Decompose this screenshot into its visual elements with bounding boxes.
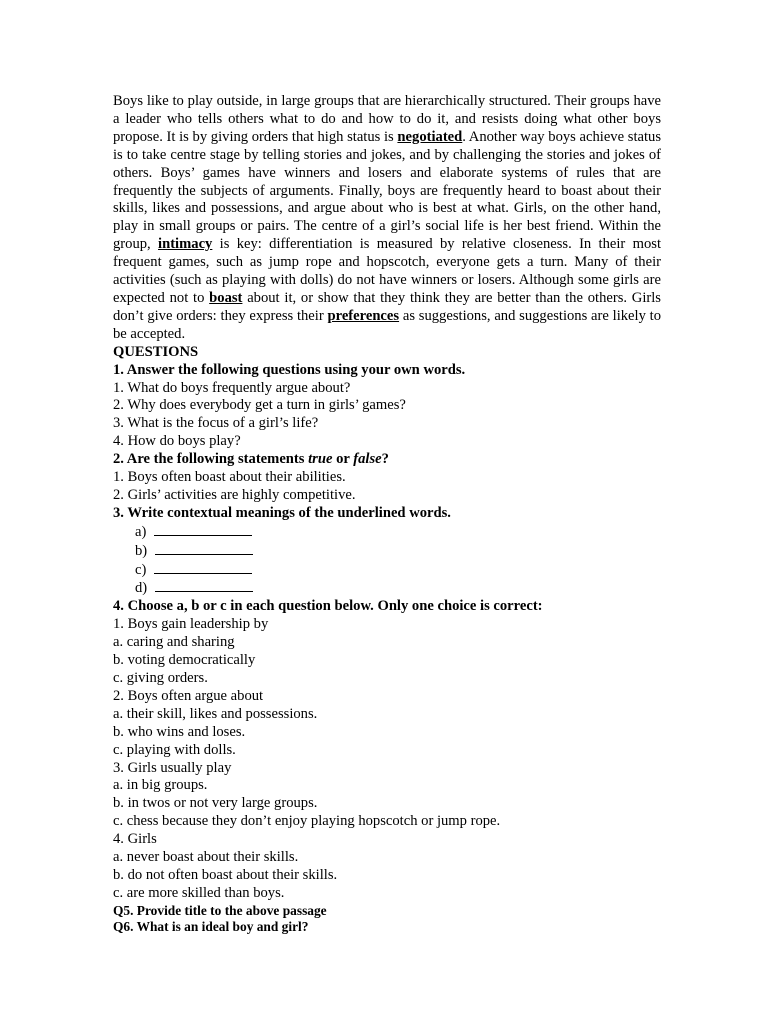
questions-heading: QUESTIONS: [113, 343, 199, 360]
q1-item: 3. What is the focus of a girl’s life?: [113, 415, 319, 432]
q2-heading-text: 2. Are the following statements: [113, 451, 309, 468]
passage-text: about it, or show that they think they are better than the others. Girls don’t give orders: they express their: [113, 289, 661, 324]
q2-or-word: or: [332, 451, 354, 468]
document-page: [113, 93, 661, 936]
passage-text: . Another way boys achieve status is to take centre stage by telling stories and jokes, and by challenging the stories and jokes of others. Boys’ games have winners and losers and elaborate systems of rules that are frequently the subjects of arguments. Finally, boys are frequently heard to boast about their skills, likes and possessions, and argue about who is best at what. Girls, on the other hand, play in small groups or pairs. The centre of a girl’s social life is her best friend. Within the group,: [113, 128, 662, 253]
passage-text: Boys like to play outside, in large groups that are hierarchically structured. Their groups have a leader who tells others what to do and how to do it, and resists doing what other boys propose. It is by giving orders that high status is: [113, 93, 661, 145]
answer-blank[interactable]: [155, 542, 253, 555]
q4-question: 2. Boys often argue about: [113, 687, 264, 704]
q3-blank-row: [135, 542, 661, 561]
q4-option: a. caring and sharing: [113, 634, 235, 651]
underlined-word-negotiated: negotiated: [397, 128, 463, 145]
q2-true-word: true: [308, 451, 333, 468]
q4-option: c. playing with dolls.: [113, 741, 236, 758]
q4-question: 3. Girls usually play: [113, 759, 232, 776]
q4-option: a. never boast about their skills.: [113, 849, 299, 866]
q2-heading-end: ?: [381, 451, 389, 468]
q2-item: 1. Boys often boast about their abilities.: [113, 469, 346, 486]
q3-heading: 3. Write contextual meanings of the underlined words.: [113, 504, 451, 521]
q5-prompt: Q5. Provide title to the above passage: [113, 902, 327, 918]
q2-false-word: false: [353, 451, 382, 468]
answer-blank[interactable]: [155, 579, 253, 592]
q4-option: a. in big groups.: [113, 777, 208, 794]
underlined-word-intimacy: intimacy: [158, 236, 213, 253]
q4-option: a. their skill, likes and possessions.: [113, 705, 318, 722]
q1-item: 2. Why does everybody get a turn in girls’ games?: [113, 397, 406, 414]
passage-paragraph: [113, 93, 661, 344]
q4-choice-list: [113, 616, 661, 903]
q4-option: c. giving orders.: [113, 670, 208, 686]
answer-blank[interactable]: [154, 523, 252, 536]
passage-text: as suggestions, and suggestions are likely to be accepted.: [113, 307, 661, 342]
q2-item: 2. Girls’ activities are highly competitive.: [113, 486, 356, 503]
underlined-word-preferences: preferences: [327, 307, 400, 324]
blank-label: a): [135, 523, 147, 540]
q1-item: 1. What do boys frequently argue about?: [113, 379, 351, 396]
q4-heading: 4. Choose a, b or c in each question below. Only one choice is correct:: [113, 598, 543, 615]
q4-option: b. who wins and loses.: [113, 723, 246, 740]
blank-label: c): [135, 561, 147, 578]
blank-label: b): [135, 542, 148, 559]
q4-question: 4. Girls: [113, 831, 157, 848]
blank-label: d): [135, 580, 148, 597]
q6-prompt: Q6. What is an ideal boy and girl?: [113, 919, 309, 935]
passage-text: is key: differentiation is measured by relative closeness. In their most frequent games, such as jump rope and hopscotch, everyone gets a turn. Many of their activities (such as playing with dolls) do not have winners or losers. Although some girls are expected not to: [113, 236, 661, 306]
q4-option: b. voting democratically: [113, 652, 256, 669]
q3-blank-row: [135, 523, 661, 542]
q2-heading: [113, 451, 661, 469]
q3-blank-list: [113, 523, 661, 599]
underlined-word-boast: boast: [209, 289, 243, 306]
q3-blank-row: [135, 579, 661, 598]
q1-item: 4. How do boys play?: [113, 433, 241, 450]
q4-question: 1. Boys gain leadership by: [113, 616, 269, 633]
answer-blank[interactable]: [154, 561, 252, 574]
q3-blank-row: [135, 561, 661, 580]
q4-option: b. do not often boast about their skills.: [113, 866, 338, 883]
q4-option: c. are more skilled than boys.: [113, 884, 285, 901]
q4-option: c. chess because they don’t enjoy playing hopscotch or jump rope.: [113, 813, 501, 830]
q4-option: b. in twos or not very large groups.: [113, 795, 318, 812]
q1-heading: 1. Answer the following questions using your own words.: [113, 361, 466, 378]
